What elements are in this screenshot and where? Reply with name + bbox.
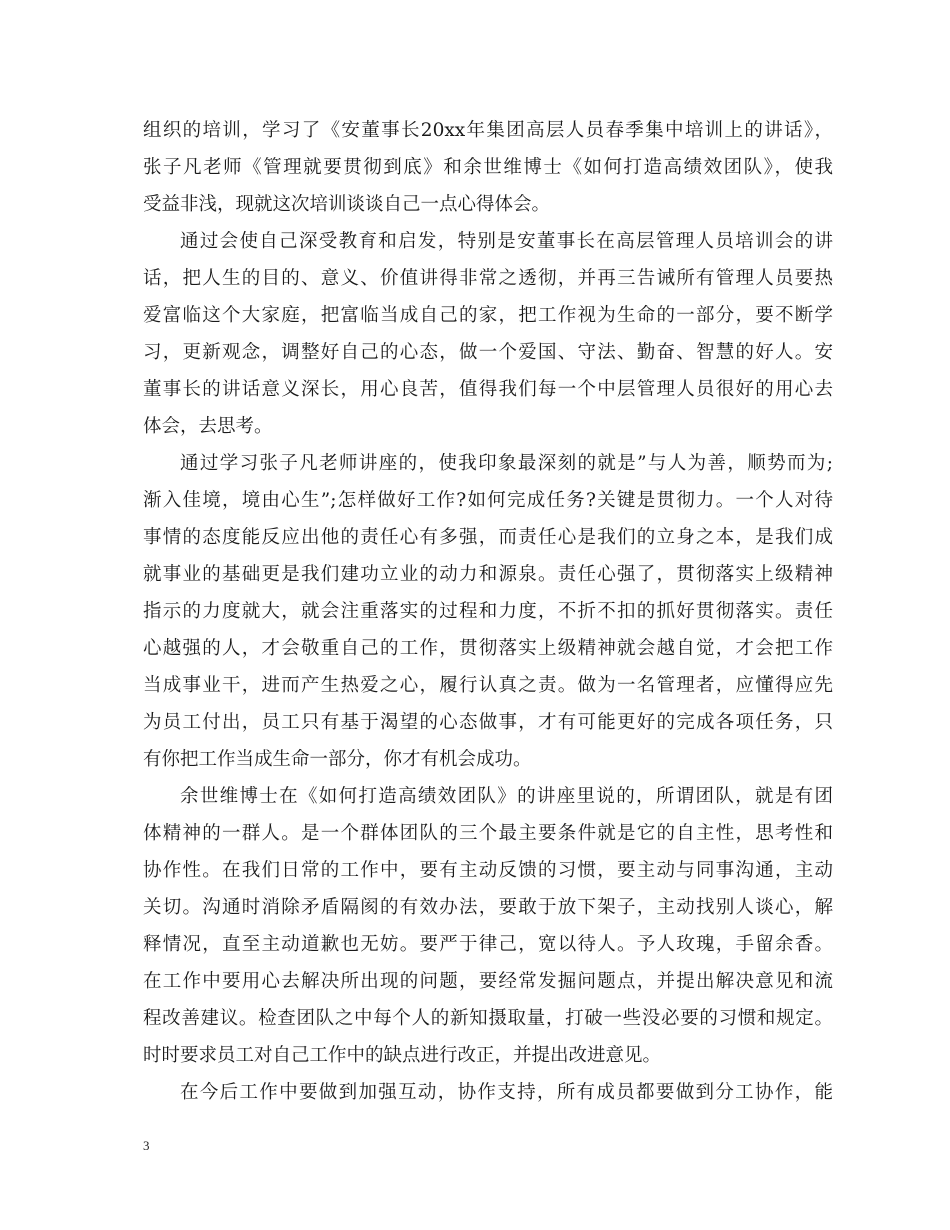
text-line: 受益非浅，现就这次培训谈谈自己一点心得体会。: [143, 194, 551, 215]
text-line: 爱富临这个大家庭，把富临当成自己的家，把工作视为生命的一部分，要不断学: [143, 305, 833, 326]
text-line: 董事长的讲话意义深长，用心良苦，值得我们每一个中层管理人员很好的用心去: [143, 379, 833, 400]
text-line: 就事业的基础更是我们建功立业的动力和源泉。责任心强了，贯彻落实上级精神: [143, 564, 833, 585]
text-line: 在工作中要用心去解决所出现的问题，要经常发掘问题点，并提出解决意见和流: [143, 971, 833, 992]
text-line: 时时要求员工对自己工作中的缺点进行改正，并提出改进意见。: [143, 1045, 662, 1066]
text-line: 体精神的一群人。是一个群体团队的三个最主要条件就是它的自主性，思考性和: [143, 823, 833, 844]
text-line: 当成事业干，进而产生热爱之心，履行认真之责。做为一名管理者，应懂得应先: [143, 675, 833, 696]
text-line: 在今后工作中要做到加强互动，协作支持，所有成员都要做到分工协作，能: [180, 1082, 833, 1103]
text-line: 张子凡老师《管理就要贯彻到底》和余世维博士《如何打造高绩效团队》，使我: [143, 157, 833, 178]
text-line: 有你把工作当成生命一部分，你才有机会成功。: [143, 749, 532, 770]
text-line: 话，把人生的目的、意义、价值讲得非常之透彻，并再三告诫所有管理人员要热: [143, 268, 833, 289]
text-line: 指示的力度就大，就会注重落实的过程和力度，不折不扣的抓好贯彻落实。责任: [143, 601, 833, 622]
page-number: 3: [143, 1138, 150, 1153]
text-line: 程改善建议。检查团队之中每个人的新知摄取量，打破一些没必要的习惯和规定。: [143, 1008, 833, 1029]
text-line: 体会，去思考。: [143, 416, 273, 437]
text-line: 通过学习张子凡老师讲座的，使我印象最深刻的就是”与人为善，顺势而为;: [180, 453, 833, 474]
text-line: 余世维博士在《如何打造高绩效团队》的讲座里说的，所谓团队，就是有团: [180, 786, 833, 807]
text-line: 习，更新观念，调整好自己的心态，做一个爱国、守法、勤奋、智慧的好人。安: [143, 342, 833, 363]
text-line: 通过会使自己深受教育和启发，特别是安董事长在高层管理人员培训会的讲: [180, 231, 833, 252]
text-line: 事情的态度能反应出他的责任心有多强，而责任心是我们的立身之本，是我们成: [143, 527, 833, 548]
text-line: 为员工付出，员工只有基于渴望的心态做事，才有可能更好的完成各项任务，只: [143, 712, 833, 733]
text-line: 心越强的人，才会敬重自己的工作，贯彻落实上级精神就会越自觉，才会把工作: [143, 638, 833, 659]
text-line: 协作性。在我们日常的工作中，要有主动反馈的习惯，要主动与同事沟通，主动: [143, 860, 833, 881]
body-text: [143, 112, 833, 1111]
text-line: 组织的培训，学习了《安董事长20xx年集团高层人员春季集中培训上的讲话》，: [143, 120, 833, 141]
text-line: 释情况，直至主动道歉也无妨。要严于律己，宽以待人。予人玫瑰，手留余香。: [143, 934, 833, 955]
text-line: 关切。沟通时消除矛盾隔阂的有效办法，要敢于放下架子，主动找别人谈心，解: [143, 897, 833, 918]
text-line: 渐入佳境，境由心生”;怎样做好工作?如何完成任务?关键是贯彻力。一个人对待: [143, 490, 833, 511]
